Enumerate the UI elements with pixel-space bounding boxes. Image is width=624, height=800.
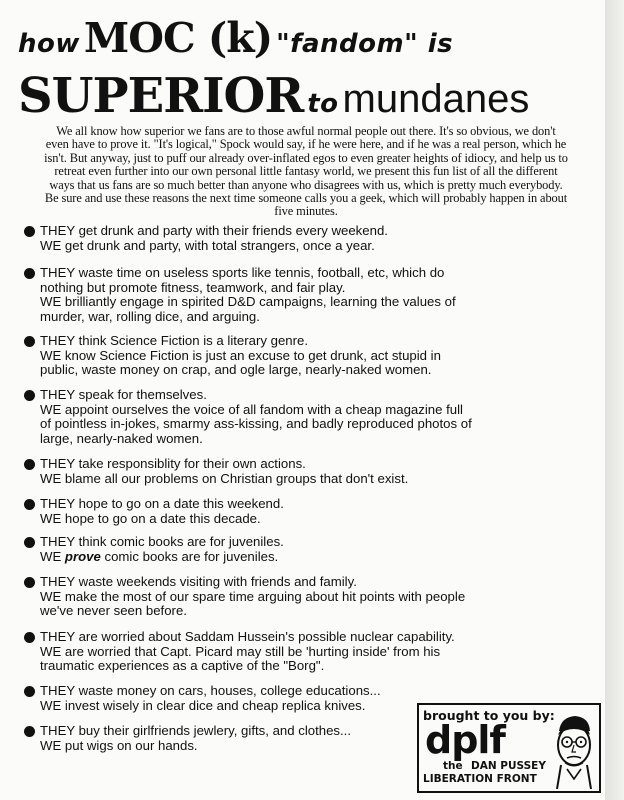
we-line: WE put wigs on our hands. bbox=[40, 737, 198, 753]
bullet-icon bbox=[24, 577, 35, 588]
credit-the: the bbox=[443, 760, 463, 772]
headline-how: how bbox=[18, 29, 80, 59]
we-line: WE brilliantly engage in spirited D&D campaigns, learning the values of murder, war, rolling dice, and arguing. bbox=[40, 294, 456, 324]
we-line: WE appoint ourselves the voice of all fandom with a cheap magazine full of pointless in-jokes, smarmy ass-kissing, and badly reproduced photos of large, nearly-naked women. bbox=[40, 401, 472, 446]
cartoon-face-icon bbox=[549, 713, 597, 789]
we-emphasis: prove bbox=[64, 548, 101, 564]
we-line: WE blame all our problems on Christian groups that don't exist. bbox=[40, 470, 409, 486]
headline-line-1 bbox=[18, 14, 598, 62]
they-line: THEY waste money on cars, houses, college educations... bbox=[40, 683, 381, 698]
list-item bbox=[24, 457, 524, 486]
bullet-icon bbox=[24, 499, 35, 510]
we-suffix: comic books are for juveniles. bbox=[100, 548, 279, 564]
we-line: WE make the most of our spare time arguing about hit points with people we've never seen before. bbox=[40, 588, 466, 619]
bullet-icon bbox=[24, 390, 35, 401]
bullet-icon bbox=[24, 537, 35, 548]
list-item bbox=[24, 630, 524, 674]
bullet-icon bbox=[24, 726, 35, 737]
we-line: WE invest wisely in clear dice and cheap replica knives. bbox=[40, 697, 366, 713]
list-item bbox=[24, 535, 524, 564]
list-item bbox=[24, 266, 524, 324]
we-line: WE are worried that Capt. Picard may still be 'hurting inside' from his traumatic experiences as a captive of the "Borg". bbox=[40, 643, 441, 674]
list-item bbox=[24, 575, 524, 619]
page-edge bbox=[605, 0, 624, 800]
list-item bbox=[24, 224, 524, 253]
we-line bbox=[40, 550, 524, 565]
bullet-icon bbox=[24, 268, 35, 279]
they-line: THEY waste time on useless sports like tennis, football, etc, which do nothing but promote fitness, teamwork, and fair play. bbox=[40, 265, 445, 295]
they-line: THEY take responsiblity for their own actions. bbox=[40, 456, 306, 471]
we-prefix: WE bbox=[40, 548, 65, 564]
bullet-icon bbox=[24, 459, 35, 470]
list-item bbox=[24, 497, 524, 526]
list-item bbox=[24, 334, 524, 378]
they-line: THEY think comic books are for juveniles. bbox=[40, 534, 284, 549]
bullet-icon bbox=[24, 686, 35, 697]
they-line: THEY think Science Fiction is a literary genre. bbox=[40, 333, 309, 348]
they-line: THEY speak for themselves. bbox=[40, 387, 207, 402]
headline-moc: MOC (k) bbox=[83, 14, 273, 62]
credit-box bbox=[417, 703, 601, 793]
headline-line-2 bbox=[18, 68, 598, 124]
they-line: THEY are worried about Saddam Hussein's possible nuclear capability. bbox=[40, 629, 455, 644]
headline-mundanes: mundanes bbox=[342, 77, 530, 121]
headline-fandom: "fandom" is bbox=[276, 29, 454, 59]
intro-paragraph: We all know how superior we fans are to those awful normal people out there. It's so obvious, we don't even have to prove it. "It's logical," Spock would say, if he were here, and if he was a real person, which he isn't. But anyway, just to puff our already over-inflated egos to even greater heights of idiocy, and help us to retreat even further into our own personal little fantasy world, we present this fun list of all the different ways that us fans are so much better than anyone who disagrees with us, which is pretty much everybody. Be sure and use these reasons the next time someone calls you a geek, which will probably happen in about five minutes. bbox=[44, 124, 568, 219]
bullet-icon bbox=[24, 632, 35, 643]
they-line: THEY hope to go on a date this weekend. bbox=[40, 496, 284, 511]
headline-superior: SUPERIOR bbox=[18, 68, 304, 124]
bullet-icon bbox=[24, 226, 35, 237]
headline-to: to bbox=[307, 89, 339, 119]
credit-logo: dplf bbox=[425, 718, 505, 762]
credit-brought: brought to you by: bbox=[423, 708, 555, 723]
they-line: THEY buy their girlfriends jewlery, gifts, and clothes... bbox=[40, 723, 352, 738]
bullet-icon bbox=[24, 336, 35, 347]
list-item bbox=[24, 388, 524, 446]
they-line: THEY get drunk and party with their friends every weekend. bbox=[40, 223, 388, 238]
credit-dan-pussey: DAN PUSSEY bbox=[471, 760, 546, 772]
we-line: WE get drunk and party, with total strangers, once a year. bbox=[40, 237, 375, 253]
we-line: WE know Science Fiction is just an excuse to get drunk, act stupid in public, waste money on crap, and ogle large, nearly-naked women. bbox=[40, 347, 441, 378]
credit-liberation-front: LIBERATION FRONT bbox=[423, 773, 537, 785]
they-line: THEY waste weekends visiting with friends and family. bbox=[40, 574, 357, 589]
we-line: WE hope to go on a date this decade. bbox=[40, 510, 261, 526]
